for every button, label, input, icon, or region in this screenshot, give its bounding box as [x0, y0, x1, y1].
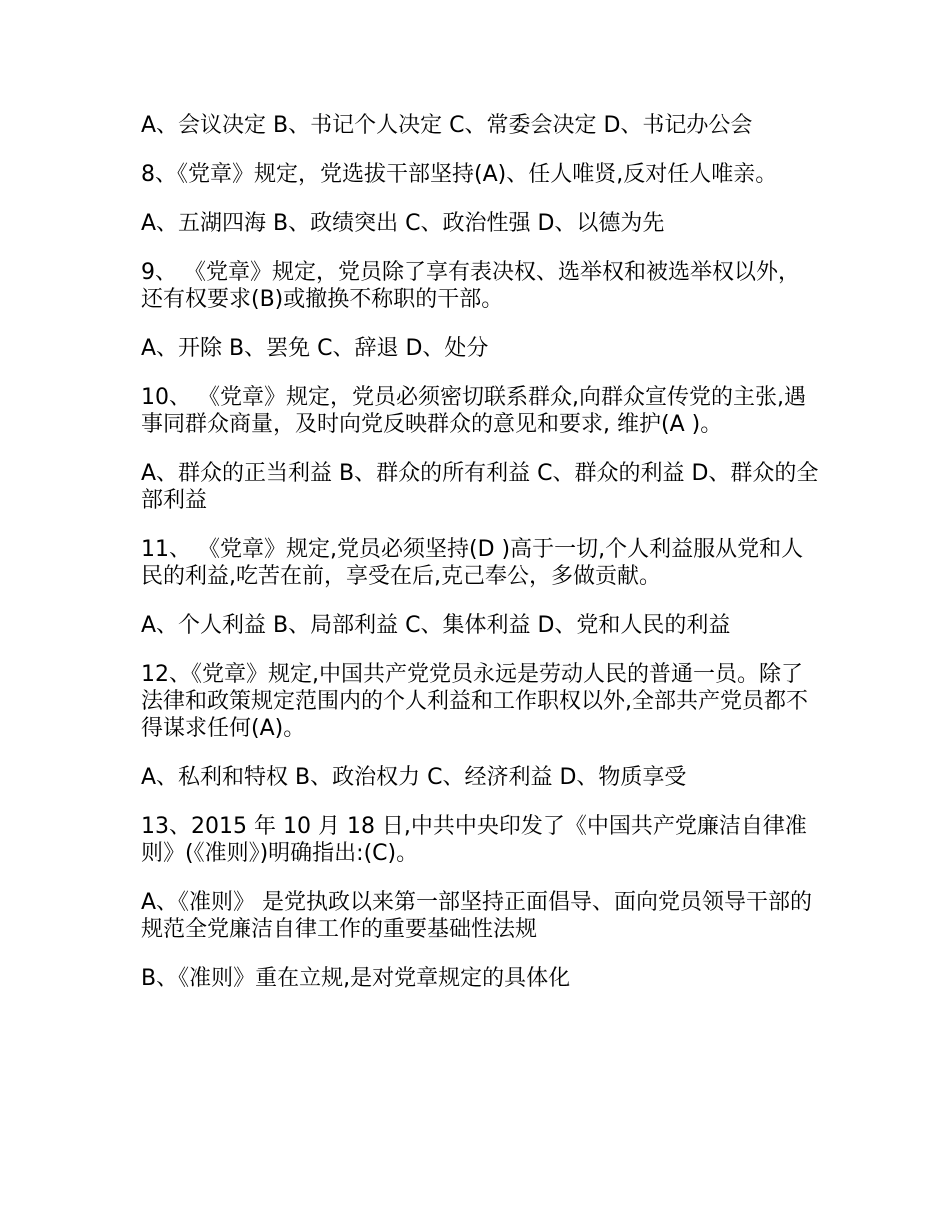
document-body	[141, 112, 821, 1014]
question-10: 10、 《党章》规定，党员必须密切联系群众,向群众宣传党的主张,遇事同群众商量，及时向党反映群众的意见和要求, 维护(A )。	[141, 385, 806, 437]
option-b-q13: B、《准则》重在立规,是对党章规定的具体化	[141, 966, 571, 991]
option-line-q10: A、群众的正当利益 B、群众的所有利益 C、群众的利益 D、群众的全部利益	[141, 461, 819, 513]
question-11: 11、 《党章》规定,党员必须坚持(D )高于一切,个人利益服从党和人民的利益,吃苦在前，享受在后,克己奉公，多做贡献。	[141, 537, 804, 589]
question-8: 8、《党章》规定，党选拔干部坚持(A)、任人唯贤,反对任人唯亲。	[141, 162, 778, 187]
option-line-q12: A、私利和特权 B、政治权力 C、经济利益 D、物质享受	[141, 765, 687, 790]
option-line-q8: A、五湖四海 B、政绩突出 C、政治性强 D、以德为先	[141, 211, 665, 236]
option-a-q13: A、《准则》 是党执政以来第一部坚持正面倡导、面向党员领导干部的规范全党廉洁自律工作的重要基础性法规	[141, 890, 813, 942]
question-12: 12、《党章》规定,中国共产党党员永远是劳动人民的普通一员。除了法律和政策规定范围内的个人利益和工作职权以外,全部共产党员都不得谋求任何(A)。	[141, 662, 808, 741]
option-line-q7: A、会议决定 B、书记个人决定 C、常委会决定 D、书记办公会	[141, 113, 753, 138]
question-13: 13、2015 年 10 月 18 日,中共中央印发了《中国共产党廉洁自律准则》(《准则》)明确指出:(C)。	[141, 814, 807, 866]
option-line-q11: A、个人利益 B、局部利益 C、集体利益 D、党和人民的利益	[141, 613, 731, 638]
option-line-q9: A、开除 B、罢免 C、辞退 D、处分	[141, 336, 489, 361]
question-9: 9、 《党章》规定，党员除了享有表决权、选举权和被选举权以外，还有权要求(B)或撤换不称职的干部。	[141, 260, 800, 312]
